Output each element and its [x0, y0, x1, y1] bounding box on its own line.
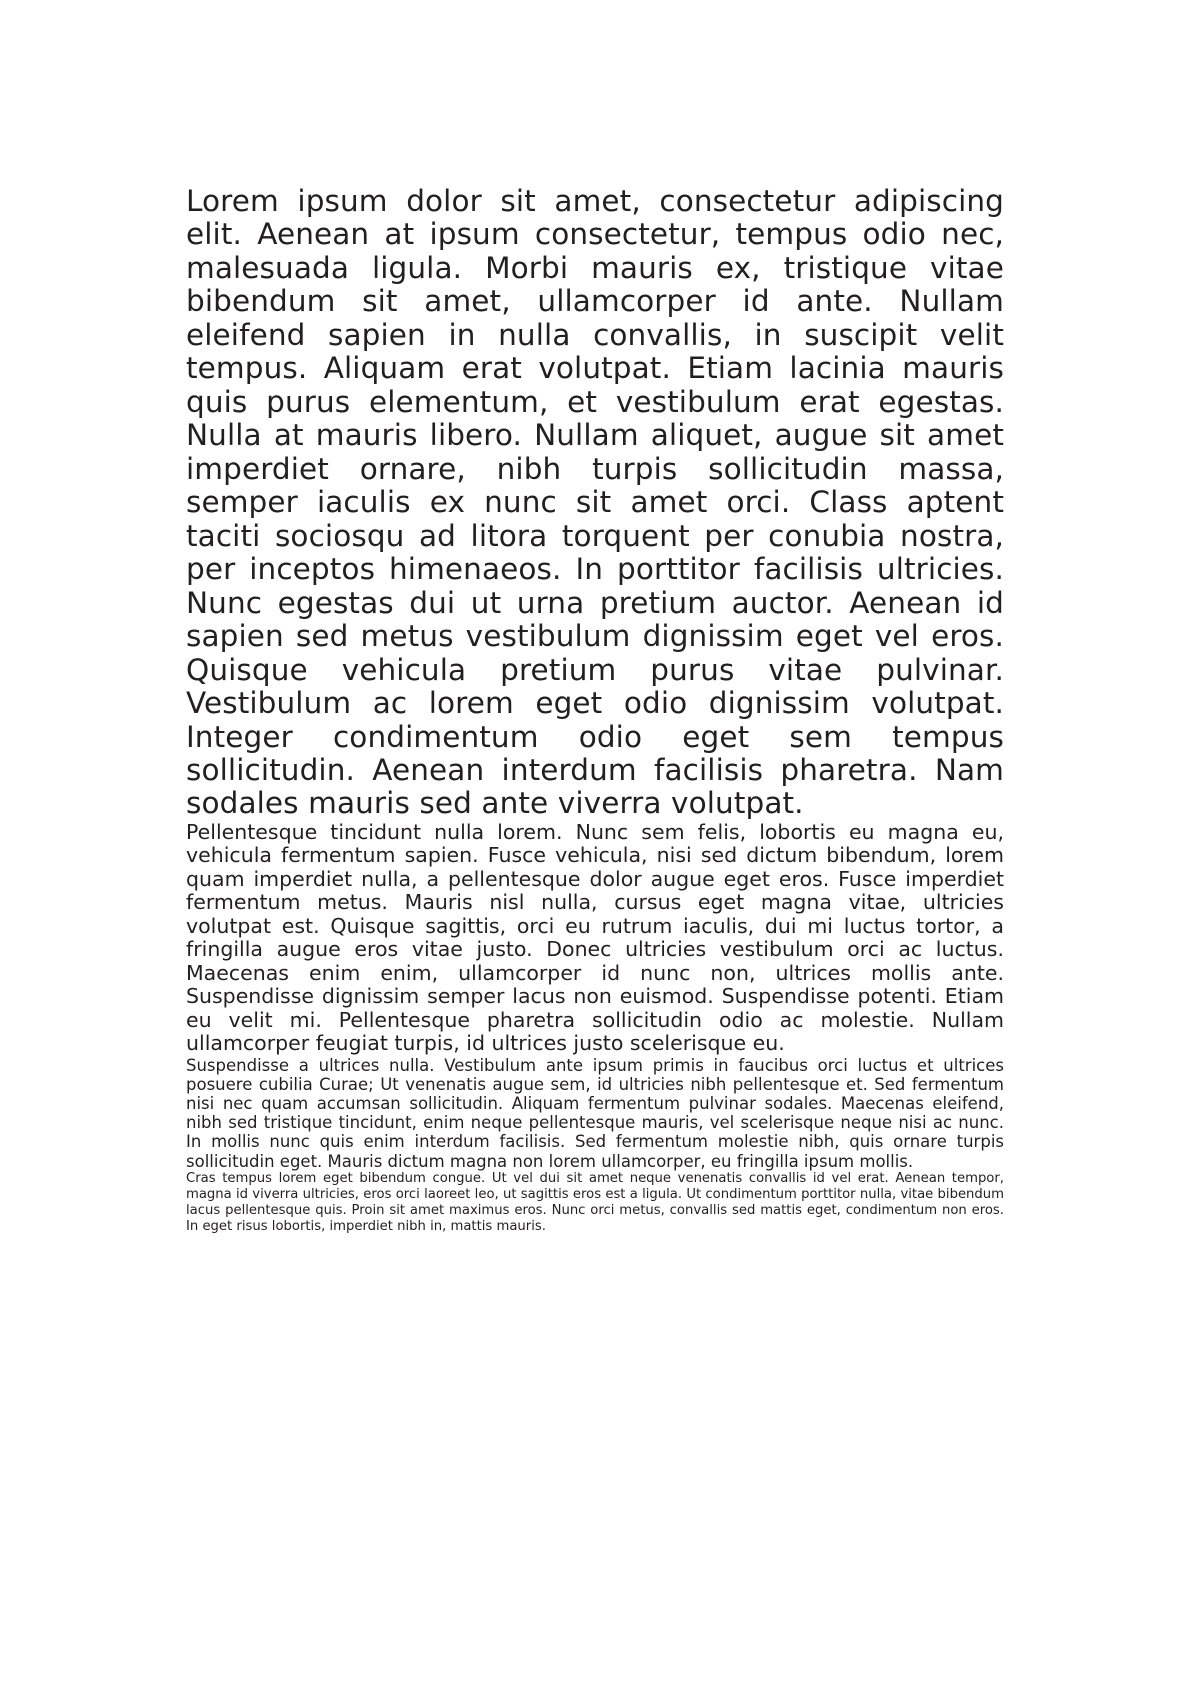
paragraph-2: Pellentesque tincidunt nulla lorem. Nunc sem felis, lobortis eu magna eu, vehicula fermentum sapien. Fusce vehicula, nisi sed dictum bibendum, lorem quam imperdiet nulla, a pellentesque dolor augue eget eros. Fusce imperdiet fermentum metus. Mauris nisl nulla, cursus eget magna vitae, ultricies volutpat est. Quisque sagittis, orci eu rutrum iaculis, dui mi luctus tortor, a fringilla augue eros vitae justo. Donec ultricies vestibulum orci ac luctus. Maecenas enim enim, ullamcorper id nunc non, ultrices mollis ante. Suspendisse dignissim semper lacus non euismod. Suspendisse potenti. Etiam eu velit mi. Pellentesque pharetra sollicitudin odio ac molestie. Nullam ullamcorper feugiat turpis, id ultrices justo scelerisque eu.: [186, 819, 1004, 1056]
document-text-body: [186, 185, 1004, 1235]
paragraph-1: Lorem ipsum dolor sit amet, consectetur adipiscing elit. Aenean at ipsum consectetur, tempus odio nec, malesuada ligula. Morbi mauris ex, tristique vitae bibendum sit amet, ullamcorper id ante. Nullam eleifend sapien in nulla convallis, in suscipit velit tempus. Aliquam erat volutpat. Etiam lacinia mauris quis purus elementum, et vestibulum erat egestas. Nulla at mauris libero. Nullam aliquet, augue sit amet imperdiet ornare, nibh turpis sollicitudin massa, semper iaculis ex nunc sit amet orci. Class aptent taciti sociosqu ad litora torquent per conubia nostra, per inceptos himenaeos. In porttitor facilisis ultricies. Nunc egestas dui ut urna pretium auctor. Aenean id sapien sed metus vestibulum dignissim eget vel eros. Quisque vehicula pretium purus vitae pulvinar. Vestibulum ac lorem eget odio dignissim volutpat. Integer condimentum odio eget sem tempus sollicitudin. Aenean interdum facilisis pharetra. Nam sodales mauris sed ante viverra volutpat.: [186, 184, 1004, 821]
paragraph-4: Cras tempus lorem eget bibendum congue. Ut vel dui sit amet neque venenatis convallis id vel erat. Aenean tempor, magna id viverra ultricies, eros orci laoreet leo, ut sagittis eros est a ligula. Ut condimentum porttitor nulla, vitae bibendum lacus pellentesque quis. Proin sit amet maximus eros. Nunc orci metus, convallis sed mattis eget, condimentum non eros. In eget risus lobortis, imperdiet nibh in, mattis mauris.: [186, 1170, 1004, 1234]
paragraph-3: Suspendisse a ultrices nulla. Vestibulum ante ipsum primis in faucibus orci luctus et ultrices posuere cubilia Curae; Ut venenatis augue sem, id ultricies nibh pellentesque et. Sed fermentum nisi nec quam accumsan sollicitudin. Aliquam fermentum pulvinar sodales. Maecenas eleifend, nibh sed tristique tincidunt, enim neque pellentesque mauris, vel scelerisque neque nisi ac nunc. In mollis nunc quis enim interdum facilisis. Sed fermentum molestie nibh, quis ornare turpis sollicitudin eget. Mauris dictum magna non lorem ullamcorper, eu fringilla ipsum mollis.: [186, 1055, 1004, 1171]
